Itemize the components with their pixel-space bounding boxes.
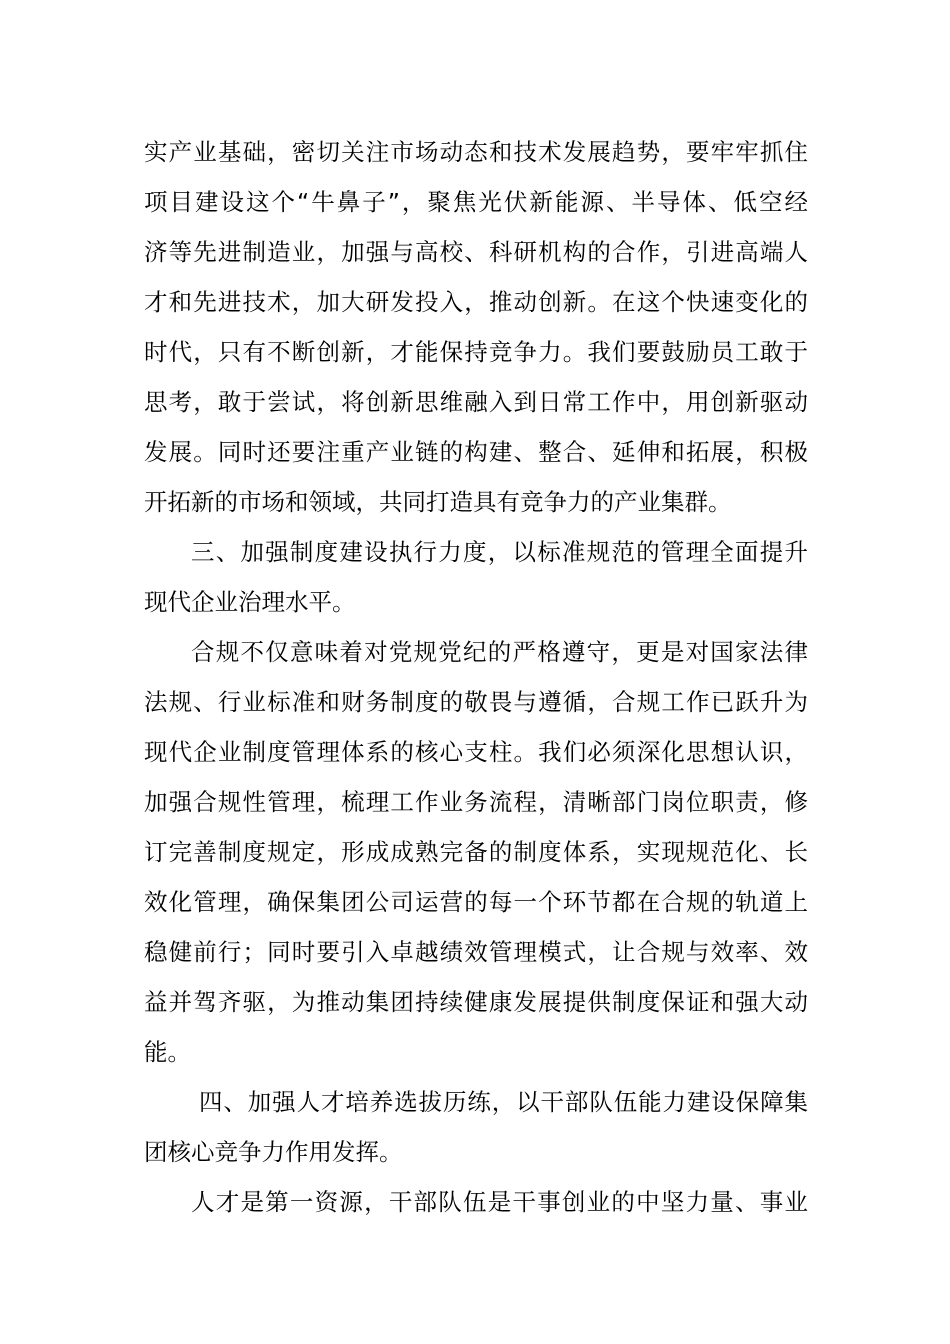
text-line: 法规、行业标准和财务制度的敬畏与遵循，合规工作已跃升为	[144, 688, 808, 716]
document-body	[144, 127, 808, 1227]
text-line: 益并驾齐驱，为推动集团持续健康发展提供制度保证和强大动	[144, 988, 808, 1016]
text-line: 开拓新的市场和领域，共同打造具有竞争力的产业集群。	[144, 488, 732, 516]
section-heading-line: 团核心竞争力作用发挥。	[144, 1138, 403, 1166]
section-heading-line: 现代企业治理水平。	[144, 588, 356, 616]
section-heading-line: 三、加强制度建设执行力度，以标准规范的管理全面提升	[191, 538, 808, 566]
text-line: 思考，敢于尝试，将创新思维融入到日常工作中，用创新驱动	[144, 388, 808, 416]
text-line: 项目建设这个“牛鼻子”，聚焦光伏新能源、半导体、低空经	[144, 188, 808, 216]
text-line: 稳健前行；同时要引入卓越绩效管理模式，让合规与效率、效	[144, 938, 808, 966]
text-line: 济等先进制造业，加强与高校、科研机构的合作，引进高端人	[144, 238, 808, 266]
text-line: 合规不仅意味着对党规党纪的严格遵守，更是对国家法律	[191, 638, 808, 666]
text-line: 现代企业制度管理体系的核心支柱。我们必须深化思想认识，	[144, 738, 808, 766]
section-heading-line: 四、加强人才培养选拔历练，以干部队伍能力建设保障集	[199, 1088, 808, 1116]
text-line: 实产业基础，密切关注市场动态和技术发展趋势，要牢牢抓住	[144, 138, 808, 166]
text-line: 人才是第一资源，干部队伍是干事创业的中坚力量、事业	[191, 1188, 808, 1216]
text-line: 能。	[144, 1038, 191, 1066]
text-line: 时代，只有不断创新，才能保持竞争力。我们要鼓励员工敢于	[144, 338, 808, 366]
text-line: 订完善制度规定，形成成熟完备的制度体系，实现规范化、长	[144, 838, 808, 866]
text-line: 效化管理，确保集团公司运营的每一个环节都在合规的轨道上	[144, 888, 808, 916]
text-line: 发展。同时还要注重产业链的构建、整合、延伸和拓展，积极	[144, 438, 808, 466]
text-line: 加强合规性管理，梳理工作业务流程，清晰部门岗位职责，修	[144, 788, 808, 816]
text-line: 才和先进技术，加大研发投入，推动创新。在这个快速变化的	[144, 288, 808, 316]
